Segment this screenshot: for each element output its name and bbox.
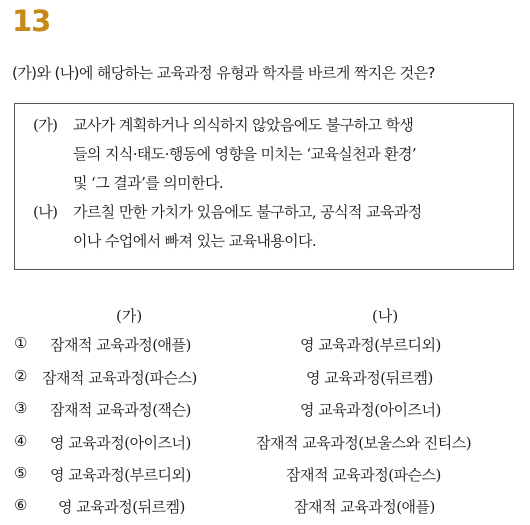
- choice-b: 영 교육과정(뒤르켐): [306, 369, 433, 387]
- passage-box: [14, 103, 514, 270]
- choice-b: 영 교육과정(아이즈너): [300, 401, 441, 419]
- passage-marker-na: (나): [33, 203, 58, 221]
- choice-row-6[interactable]: [0, 496, 530, 520]
- passage-line: 들의 지식·태도·행동에 영향을 미치는 ‘교육실천과 환경’: [73, 145, 417, 163]
- question-number: 13: [12, 4, 51, 38]
- choice-b: 영 교육과정(부르디외): [300, 336, 441, 354]
- choice-number: ③: [14, 399, 27, 417]
- choice-a: 영 교육과정(부르디외): [50, 466, 191, 484]
- choice-row-4[interactable]: [0, 432, 530, 456]
- passage-line: 및 ‘그 결과’를 의미한다.: [73, 174, 224, 192]
- column-header-na: (나): [372, 307, 399, 325]
- choice-b: 잠재적 교육과정(애플): [294, 498, 435, 516]
- choice-b: 잠재적 교육과정(보울스와 진티스): [256, 434, 472, 452]
- passage-line: 교사가 계획하거나 의식하지 않았음에도 불구하고 학생: [73, 116, 414, 134]
- passage-line: 가르칠 만한 가치가 있음에도 불구하고, 공식적 교육과정: [73, 203, 422, 221]
- column-header-ga: (가): [116, 307, 143, 325]
- question-text: (가)와 (나)에 해당하는 교육과정 유형과 학자를 바르게 짝지은 것은?: [12, 64, 435, 82]
- choice-a: 잠재적 교육과정(애플): [50, 336, 191, 354]
- choice-a: 영 교육과정(아이즈너): [50, 434, 191, 452]
- choice-number: ⑥: [14, 496, 27, 514]
- passage-line: 이나 수업에서 빠져 있는 교육내용이다.: [73, 232, 317, 250]
- choice-a: 잠재적 교육과정(파슨스): [42, 369, 197, 387]
- choice-number: ①: [14, 334, 27, 352]
- choice-a: 영 교육과정(뒤르켐): [58, 498, 185, 516]
- choice-row-1[interactable]: [0, 334, 530, 358]
- choice-a: 잠재적 교육과정(잭슨): [50, 401, 191, 419]
- choice-row-2[interactable]: [0, 367, 530, 391]
- choice-row-3[interactable]: [0, 399, 530, 423]
- choice-number: ④: [14, 432, 27, 450]
- passage-marker-ga: (가): [33, 116, 58, 134]
- choice-number: ⑤: [14, 464, 27, 482]
- choice-b: 잠재적 교육과정(파슨스): [286, 466, 441, 484]
- choice-row-5[interactable]: [0, 464, 530, 488]
- choice-number: ②: [14, 367, 27, 385]
